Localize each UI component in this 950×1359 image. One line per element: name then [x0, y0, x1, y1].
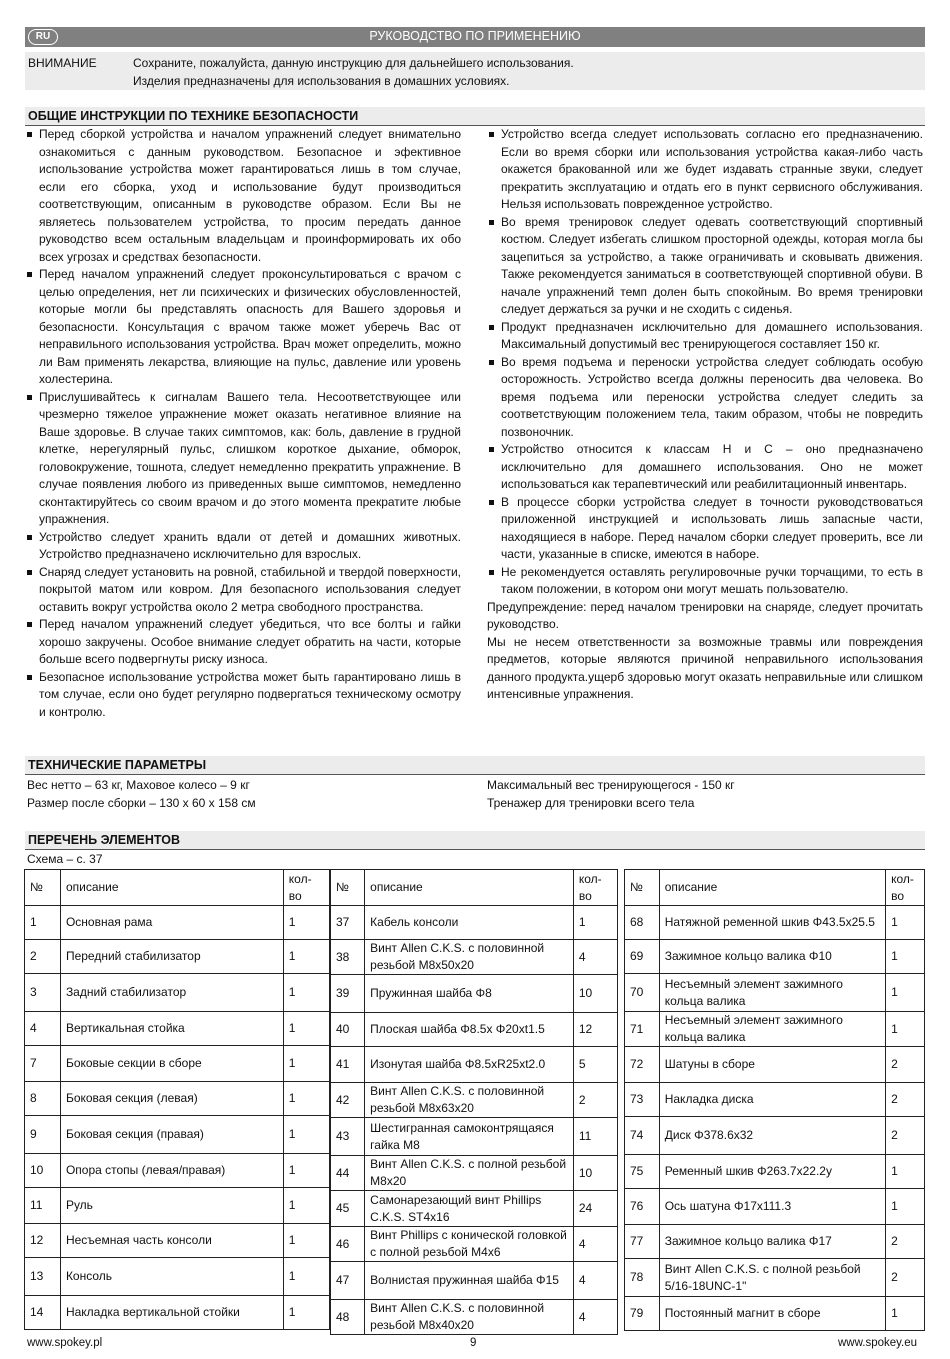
bullet-item: Во время тренировок следует одевать соответствующий спортивный костюм. Следует избегать слишком просторной одежды, которая могла бы зацепиться за устройство, а также ограничивать и сковывать движения. Также рекомендуется заниматься в соответствующей спортивной обуви. В начале упражнений темп долен быть спокойным. Во время тренировки следует держаться за ручки и не сходить с сиденья. [487, 214, 923, 319]
part-quantity: 2 [886, 1259, 925, 1297]
part-description: Диск Φ378.6x32 [659, 1117, 885, 1155]
part-quantity: 1 [886, 1155, 925, 1189]
table-header-row [25, 870, 330, 906]
part-description: Плоская шайба Φ8.5x Φ20xt1.5 [365, 1013, 574, 1047]
warning-label: ВНИМАНИЕ [28, 56, 97, 70]
table-row [331, 1047, 618, 1083]
section-header-safety [25, 107, 925, 126]
warning-line: Изделия предназначены для использования в домашних условиях. [133, 74, 510, 88]
table-row [331, 1083, 618, 1118]
part-quantity: 1 [886, 974, 925, 1012]
part-number: 12 [25, 1224, 61, 1258]
table-row [625, 1155, 925, 1189]
part-number: 40 [331, 1013, 365, 1047]
part-quantity: 1 [283, 906, 329, 940]
tech-max-weight: Максимальный вес тренирующегося - 150 кг [487, 778, 735, 792]
part-quantity: 4 [573, 1227, 617, 1262]
table-row [331, 975, 618, 1013]
part-description: Самонарезающий винт Phillips C.K.S. ST4x16 [365, 1191, 574, 1227]
part-number: 69 [625, 940, 660, 974]
table-header-row [331, 870, 618, 906]
table-row [25, 974, 330, 1012]
part-number: 8 [25, 1082, 61, 1116]
table-row [331, 940, 618, 975]
parts-table [624, 869, 925, 1331]
part-quantity: 5 [573, 1047, 617, 1083]
part-quantity: 1 [283, 1046, 329, 1082]
part-quantity: 2 [573, 1083, 617, 1118]
bullet-item: Прислушивайтесь к сигналам Вашего тела. Несоответствующее или чрезмерно тяжелое упражнение может оказать негативное влияние на Ваше здоровье. В случае таких симптомов, как: боль, давление в грудной клетке, нерегулярный пульс, слишком короткое дыхание, обморок, головокружение, тошнота, следует немедленно прекратить упражнение. В случае появления любого из приведенных выше симптомов, немедленно сконтактируйтесь со своим врачом и до этого момента прекратите любые упражнения. [25, 389, 461, 529]
section-title: ТЕХНИЧЕСКИЕ ПАРАМЕТРЫ [28, 758, 207, 772]
part-description: Ось шатуна Φ17x111.3 [659, 1189, 885, 1225]
table-row [25, 1154, 330, 1188]
bullet-item: Продукт предназначен исключительно для домашнего использования. Максимальный допустимый вес тренирующегося составляет 150 кг. [487, 319, 923, 354]
scheme-ref: Схема – с. 37 [27, 852, 103, 866]
bullet-item: Перед началом упражнений следует проконсультироваться с врачом с целью определения, нет ли психических и физических обусловленностей, которые могли бы представлять опасность для Вашего здоровья и безопасности. Консультация с врачом также может уберечь Вас от неправильного использования устройства. Врач может определить, можно ли Вам применять лекарства, влияющие на пульс, давление или уровень холестерина. [25, 266, 461, 389]
part-number: 41 [331, 1047, 365, 1083]
part-description: Накладка вертикальной стойки [60, 1296, 283, 1330]
part-number: 7 [25, 1046, 61, 1082]
table-row [25, 940, 330, 974]
part-description: Руль [60, 1188, 283, 1224]
table-row [625, 1189, 925, 1225]
bullet-item: Безопасное использование устройства может быть гарантировано лишь в том случае, если оно будет регулярно подвергаться техническому осмотру и контролю. [25, 669, 461, 722]
part-number: 68 [625, 906, 660, 940]
part-description: Несъемная часть консоли [60, 1224, 283, 1258]
part-description: Передний стабилизатор [60, 940, 283, 974]
table-row [625, 1297, 925, 1331]
part-quantity: 1 [283, 1296, 329, 1330]
column-header-number: № [625, 870, 660, 906]
part-quantity: 1 [573, 906, 617, 940]
footer-link-left[interactable]: www.spokey.pl [27, 1337, 103, 1349]
part-quantity: 1 [283, 1116, 329, 1154]
part-number: 9 [25, 1116, 61, 1154]
table-row [25, 1012, 330, 1046]
bullet-item: Перед началом упражнений следует убедиться, что все болты и гайки хорошо закручены. Особое внимание следует обратить на части, которые больше всего подвергнуты риску износа. [25, 616, 461, 669]
column-header-description: описание [60, 870, 283, 906]
part-quantity: 1 [886, 1012, 925, 1047]
part-number: 42 [331, 1083, 365, 1118]
part-number: 46 [331, 1227, 365, 1262]
warning-box [25, 52, 925, 90]
part-number: 4 [25, 1012, 61, 1046]
part-quantity: 10 [573, 975, 617, 1013]
table-row [625, 1047, 925, 1083]
part-quantity: 1 [886, 940, 925, 974]
table-row [625, 1259, 925, 1297]
part-quantity: 1 [283, 1154, 329, 1188]
part-quantity: 12 [573, 1013, 617, 1047]
part-number: 76 [625, 1189, 660, 1225]
table-row [25, 1224, 330, 1258]
part-description: Зажимное кольцо валика Φ10 [659, 940, 885, 974]
language-badge: RU [28, 29, 58, 45]
page-title: РУКОВОДСТВО ПО ПРИМЕНЕНИЮ [369, 29, 581, 43]
part-number: 77 [625, 1225, 660, 1259]
table-row [25, 1046, 330, 1082]
part-number: 14 [25, 1296, 61, 1330]
table-row [331, 1300, 618, 1335]
bullet-item: Устройство всегда следует использовать согласно его предназначению. Если во время сборки или использования устройства какая-либо часть окажется бракованной или же будет издавать странные звуки, следует прекратить эксплуатацию и отдать его в пункт сервисного обслуживания. Нельзя использовать поврежденное устройство. [487, 126, 923, 214]
part-number: 13 [25, 1258, 61, 1296]
table-row [331, 1118, 618, 1156]
part-description: Винт Allen C.K.S. с полной резьбой 5/16-18UNC-1" [659, 1259, 885, 1297]
table-row [25, 1296, 330, 1330]
table-row [331, 906, 618, 940]
part-quantity: 1 [886, 906, 925, 940]
part-description: Винт Phillips с коничеcкой головкой с полной резьбой M4x6 [365, 1227, 574, 1262]
column-header-number: № [25, 870, 61, 906]
part-description: Ременный шкив Φ263.7x22.2y [659, 1155, 885, 1189]
column-header-description: описание [659, 870, 885, 906]
part-description: Кабель консоли [365, 906, 574, 940]
section-title: ПЕРЕЧЕНЬ ЭЛЕМЕНТОВ [28, 833, 180, 847]
part-quantity: 2 [886, 1047, 925, 1083]
part-number: 72 [625, 1047, 660, 1083]
table-header-row [625, 870, 925, 906]
table-row [625, 1225, 925, 1259]
part-quantity: 1 [283, 1012, 329, 1046]
warning-note: Предупреждение: перед началом тренировки на снаряде, следует прочитать руководство. [487, 599, 923, 631]
part-description: Шестигранная самоконтрящаяся гайка M8 [365, 1118, 574, 1156]
part-number: 71 [625, 1012, 660, 1047]
part-description: Волнистая пружинная шайба Φ15 [365, 1262, 574, 1300]
bullet-item: Устройство относится к классам H и C – оно предназначено исключительно для домашнего использования. Оно не может использоваться как терапевтический или реабилитационный инвентарь. [487, 441, 923, 494]
bullet-item: Во время подъема и переноски устройства следует соблюдать особую осторожность. Устройство всегда должны переносить два человека. Во время подъема или переноски устройства следует следить за соответствующим положением тела, таким образом, чтобы не повредить позвоночник. [487, 354, 923, 442]
warning-line: Сохраните, пожалуйста, данную инструкцию для дальнейшего использования. [133, 56, 574, 70]
part-number: 45 [331, 1191, 365, 1227]
part-quantity: 1 [886, 1297, 925, 1331]
part-description: Шатуны в сборе [659, 1047, 885, 1083]
part-number: 75 [625, 1155, 660, 1189]
part-number: 43 [331, 1118, 365, 1156]
bullet-item: Не рекомендуется оставлять регулировочные ручки торчащими, то есть в таком положении, в котором они могут мешать пользователю. [487, 564, 923, 599]
table-row [25, 1258, 330, 1296]
column-header-quantity: кол-во [573, 870, 617, 906]
table-row [25, 1116, 330, 1154]
part-quantity: 11 [573, 1118, 617, 1156]
part-quantity: 2 [886, 1083, 925, 1117]
part-description: Задний стабилизатор [60, 974, 283, 1012]
part-number: 10 [25, 1154, 61, 1188]
part-description: Вертикальная стойка [60, 1012, 283, 1046]
section-header-parts [25, 831, 925, 850]
part-description: Натяжной ременной шкив Φ43.5x25.5 [659, 906, 885, 940]
table-row [25, 1188, 330, 1224]
tech-weight: Вес нетто – 63 кг, Маховое колесо – 9 кг [27, 778, 250, 792]
part-number: 37 [331, 906, 365, 940]
part-quantity: 4 [573, 1262, 617, 1300]
part-description: Винт Allen C.K.S. с половинной резьбой M8x63x20 [365, 1083, 574, 1118]
part-number: 2 [25, 940, 61, 974]
bullet-item: Снаряд следует установить на ровной, стабильной и твердой поверхности, покрытой матом или ковром. Для безопасного использования следует оставить вокруг устройства около 2 метра свободного пространства. [25, 564, 461, 617]
bullet-item: В процессе сборки устройства следует в точности руководствоваться приложенной инструкцией и использовать лишь запасные части, находящиеся в наборе. Перед началом сборки следует проверить, все ли части, указанные в списке, имеются в наборе. [487, 494, 923, 564]
part-number: 79 [625, 1297, 660, 1331]
part-description: Боковая секция (левая) [60, 1082, 283, 1116]
part-description: Постоянный магнит в сборе [659, 1297, 885, 1331]
table-row [625, 906, 925, 940]
part-description: Пружинная шайба Φ8 [365, 975, 574, 1013]
safety-column-right [487, 126, 923, 704]
part-description: Консоль [60, 1258, 283, 1296]
bullet-item: Устройство следует хранить вдали от детей и домашних животных. Устройство предназначено исключительно для взрослых. [25, 529, 461, 564]
parts-table [24, 869, 330, 1330]
column-header-description: описание [365, 870, 574, 906]
part-quantity: 2 [886, 1225, 925, 1259]
part-quantity: 4 [573, 940, 617, 975]
part-quantity: 1 [283, 1188, 329, 1224]
part-number: 38 [331, 940, 365, 975]
part-description: Накладка диска [659, 1083, 885, 1117]
table-row [331, 1262, 618, 1300]
tech-purpose: Тренажер для тренировки всего тела [487, 796, 695, 810]
part-number: 44 [331, 1156, 365, 1191]
table-row [25, 1082, 330, 1116]
part-number: 78 [625, 1259, 660, 1297]
liability-note: Мы не несем ответственности за возможные травмы или повреждения предметов, которые являются причиной неправильного использования данного продукта.ущерб здоровью могут оказать неправильные или слишком интенсивные упражнения. [487, 634, 923, 701]
part-number: 47 [331, 1262, 365, 1300]
part-number: 11 [25, 1188, 61, 1224]
part-number: 1 [25, 906, 61, 940]
part-number: 39 [331, 975, 365, 1013]
column-header-quantity: кол-во [886, 870, 925, 906]
header-bar [25, 27, 925, 47]
bullet-item: Перед сборкой устройства и началом упражнений следует внимательно ознакомиться с данным руководством. Безопасное и эфективное использование устройства может гарантироваться лишь в том случае, если его сборка, уход и использование будут производиться соответствующим, описанным в руководстве образом. Если Вы не являетесь пользователем устройства, то просим передать данное руководство всем остальным владельцам и проинформировать их обо всех угрозах и средствах безопасности. [25, 126, 461, 266]
part-description: Винт Allen C.K.S. с полной резьбой M8x20 [365, 1156, 574, 1191]
table-row [25, 906, 330, 940]
part-quantity: 1 [283, 1224, 329, 1258]
part-number: 3 [25, 974, 61, 1012]
column-header-quantity: кол-во [283, 870, 329, 906]
parts-table [330, 869, 618, 1335]
column-header-number: № [331, 870, 365, 906]
part-quantity: 2 [886, 1117, 925, 1155]
part-quantity: 1 [283, 1082, 329, 1116]
part-description: Несъемный элемент зажимного кольца валика [659, 1012, 885, 1047]
table-row [331, 1191, 618, 1227]
part-number: 73 [625, 1083, 660, 1117]
part-description: Зажимное кольцо валика Φ17 [659, 1225, 885, 1259]
table-row [625, 1012, 925, 1047]
part-quantity: 4 [573, 1300, 617, 1335]
section-header-tech [25, 756, 925, 775]
table-row [331, 1156, 618, 1191]
page-number: 9 [470, 1337, 477, 1349]
part-description: Винт Allen C.K.S. с половинной резьбой M8x40x20 [365, 1300, 574, 1335]
part-quantity: 1 [283, 940, 329, 974]
part-description: Изонутая шайба Φ8.5xR25xt2.0 [365, 1047, 574, 1083]
table-row [625, 940, 925, 974]
part-quantity: 24 [573, 1191, 617, 1227]
part-quantity: 10 [573, 1156, 617, 1191]
tech-size: Размер после сборки – 130 x 60 x 158 см [27, 796, 256, 810]
part-description: Винт Allen C.K.S. с половинной резьбой M8x50x20 [365, 940, 574, 975]
part-description: Опора стопы (левая/правая) [60, 1154, 283, 1188]
table-row [625, 1083, 925, 1117]
part-description: Несъемный элемент зажимного кольца валика [659, 974, 885, 1012]
section-title: ОБЩИЕ ИНСТРУКЦИИ ПО ТЕХНИКЕ БЕЗОПАСНОСТИ [28, 109, 359, 123]
part-quantity: 1 [283, 974, 329, 1012]
safety-column-left [25, 126, 461, 721]
table-row [331, 1227, 618, 1262]
part-quantity: 1 [886, 1189, 925, 1225]
part-number: 70 [625, 974, 660, 1012]
part-number: 74 [625, 1117, 660, 1155]
footer-link-right[interactable]: www.spokey.eu [838, 1337, 918, 1349]
part-description: Боковые секции в сборе [60, 1046, 283, 1082]
table-row [331, 1013, 618, 1047]
part-quantity: 1 [283, 1258, 329, 1296]
table-row [625, 1117, 925, 1155]
part-description: Основная рама [60, 906, 283, 940]
table-row [625, 974, 925, 1012]
part-number: 48 [331, 1300, 365, 1335]
part-description: Боковая секция (правая) [60, 1116, 283, 1154]
